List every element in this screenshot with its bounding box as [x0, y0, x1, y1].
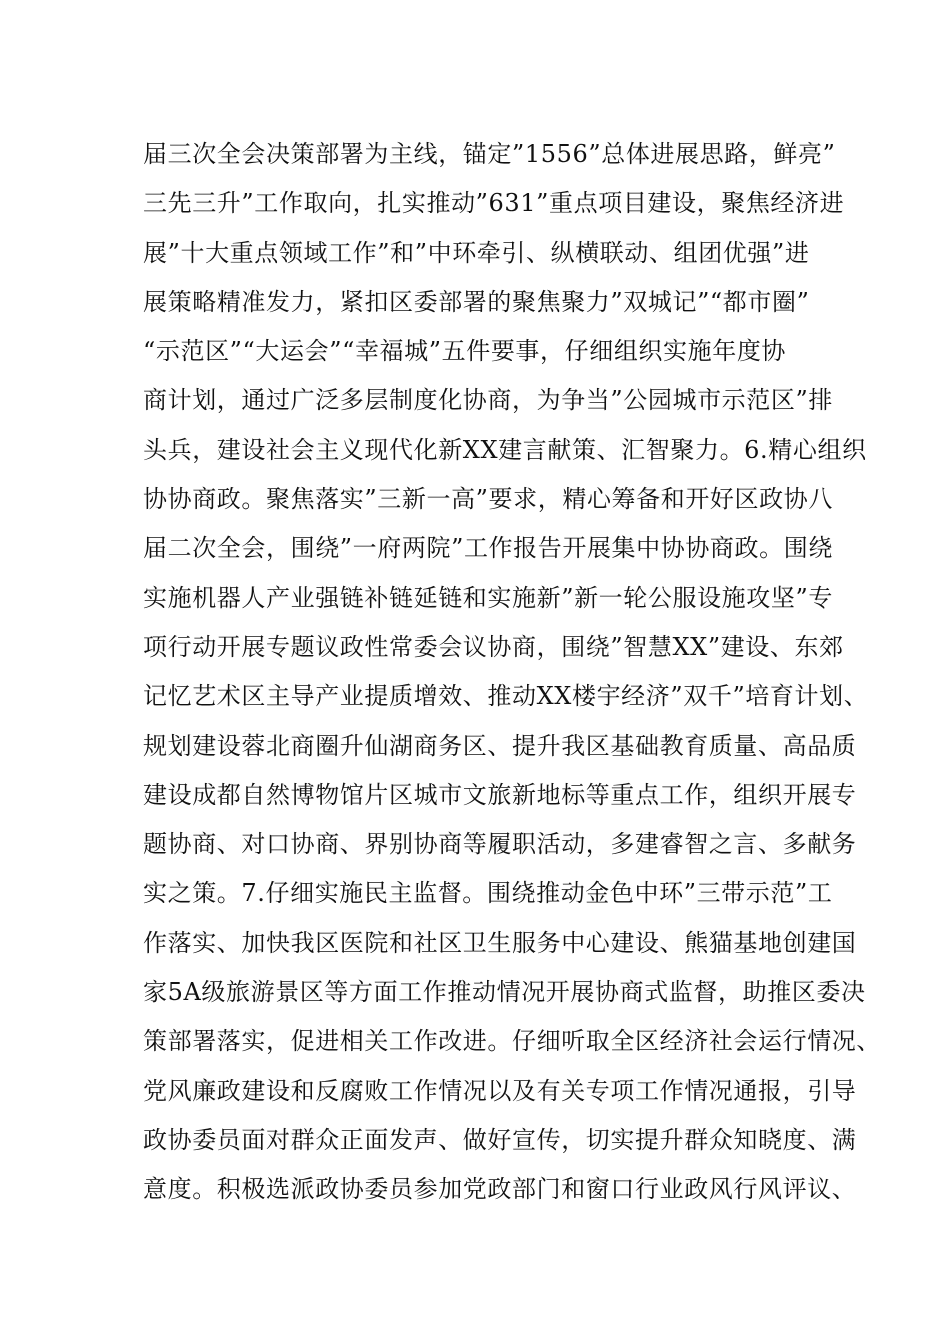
- text-line: 意度。积极选派政协委员参加党政部门和窗口行业政风行风评议、: [143, 1175, 857, 1204]
- text-line: 项行动开展专题议政性常委会议协商，围绕”智慧XX”建设、东郊: [143, 632, 844, 661]
- body-text: [143, 130, 881, 1215]
- text-line: 党风廉政建设和反腐败工作情况以及有关专项工作情况通报，引导: [143, 1076, 857, 1105]
- text-line: 商计划，通过广泛多层制度化协商，为争当”公园城市示范区”排: [143, 386, 833, 415]
- text-line: 实之策。7.仔细实施民主监督。围绕推动金色中环”三带示范”工: [143, 879, 833, 908]
- text-line: 协协商政。聚焦落实”三新一高”要求，精心筹备和开好区政协八: [143, 485, 833, 514]
- text-line: 记忆艺术区主导产业提质增效、推动XX楼宇经济”双千”培育计划、: [143, 682, 869, 711]
- text-line: 建设成都自然博物馆片区城市文旅新地标等重点工作，组织开展专: [143, 780, 857, 809]
- text-line: 作落实、加快我区医院和社区卫生服务中心建设、熊猫基地创建国: [143, 928, 857, 957]
- text-line: 策部署落实，促进相关工作改进。仔细听取全区经济社会运行情况、: [143, 1027, 881, 1056]
- text-line: 规划建设蓉北商圈升仙湖商务区、提升我区基础教育质量、高品质: [143, 731, 857, 760]
- text-line: “示范区”“大运会”“幸福城”五件要事，仔细组织实施年度协: [143, 337, 787, 366]
- text-line: 题协商、对口协商、界别协商等履职活动，多建睿智之言、多献务: [143, 830, 857, 859]
- text-line: 家5A级旅游景区等方面工作推动情况开展协商式监督，助推区委决: [143, 978, 866, 1007]
- text-line: 届三次全会决策部署为主线，锚定”1556”总体进展思路，鲜亮”: [143, 140, 836, 168]
- text-line: 届二次全会，围绕”一府两院”工作报告开展集中协协商政。围绕: [143, 534, 833, 563]
- text-line: 三先三升”工作取向，扎实推动”631”重点项目建设，聚焦经济进: [143, 189, 845, 218]
- text-line: 头兵，建设社会主义现代化新XX建言献策、汇智聚力。6.精心组织: [143, 435, 867, 464]
- text-line: 展”十大重点领域工作”和”中环牵引、纵横联动、组团优强”进: [143, 238, 810, 267]
- text-line: 政协委员面对群众正面发声、做好宣传，切实提升群众知晓度、满: [143, 1125, 857, 1154]
- text-line: 实施机器人产业强链补链延链和实施新”新一轮公服设施攻坚”专: [143, 583, 833, 612]
- text-line: 展策略精准发力，紧扣区委部署的聚焦聚力”双城记”“都市圈”: [143, 287, 810, 316]
